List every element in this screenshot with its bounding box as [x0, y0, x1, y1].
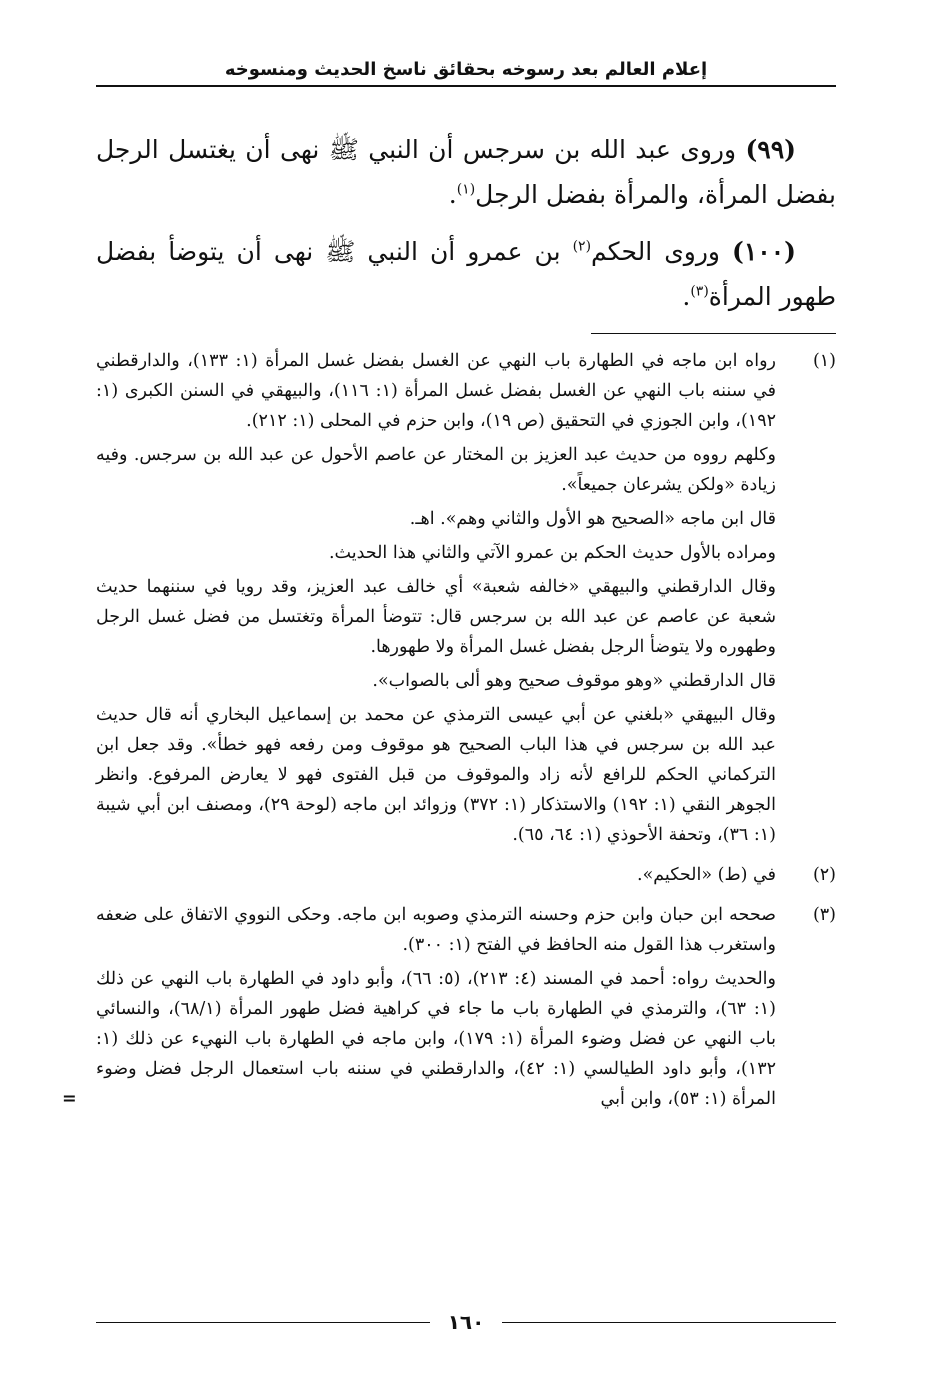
- footnote-2: [96, 860, 836, 894]
- footnote-ref[interactable]: (٢): [572, 238, 592, 255]
- footnote-number: (١): [812, 351, 836, 371]
- hadith-paragraph-100: [96, 229, 836, 319]
- hadith-number: (٩٩): [745, 135, 796, 164]
- footnote-paragraph: والحديث رواه: أحمد في المسند (٤: ٢١٣)، (٥: ٦٦)، وأبو داود في الطهارة باب النهي عن ذلك (١: ٦٣)، والترمذي في الطهارة باب ما جاء في كراهية فضل طهور المرأة (٦٨/١)، والنسائي باب النهي عن فضل وضوء المرأة (١: ١٧٩)، وابن ماجه في الطهارة باب النهيء عن ذلك (١: ١٣٢)، وأبو داود الطيالسي (١: ٤٢)، والدارقطني في سننه باب استعمال الرجل فضل وضوء المرأة (١: ٥٣)، وابن أبي: [96, 969, 776, 1109]
- continuation-mark: =: [62, 1089, 77, 1109]
- footnote-body: [62, 900, 776, 1118]
- page-footer: [96, 1307, 836, 1337]
- footnote-body: [96, 860, 776, 894]
- book-page: [62, 55, 836, 1365]
- footnote-paragraph: قال الدارقطني «وهو موقوف صحيح وهو ألى بالصواب».: [372, 671, 776, 691]
- footer-rule-right: [502, 1322, 836, 1323]
- footnote-3: [62, 900, 836, 1118]
- page-number: ١٦٠: [447, 1310, 485, 1334]
- footnote-paragraph: قال ابن ماجه «الصحيح هو الأول والثاني وهم». اهـ.: [409, 509, 776, 529]
- footnote-ref[interactable]: (١): [456, 181, 476, 198]
- hadith-paragraph-99: [96, 127, 836, 217]
- footnote-body: [96, 346, 776, 854]
- footnote-ref[interactable]: (٣): [690, 283, 709, 300]
- running-header: إعلام العالم بعد رسوخه بحقائق ناسخ الحديث ومنسوخه: [96, 55, 836, 87]
- footnote-separator: [591, 333, 836, 334]
- footnote-paragraph: في (ط) «الحكيم».: [637, 865, 776, 885]
- hadith-text-end: .: [448, 180, 457, 209]
- hadith-number: (١٠٠): [732, 237, 796, 266]
- hadith-text: وروى الحكم: [591, 237, 733, 266]
- hadith-text: بن عمرو أن النبي ﷺ نهى أن يتوضأ بفضل طهور المرأة: [96, 237, 836, 311]
- footnote-paragraph: وقال البيهقي «بلغني عن أبي عيسى الترمذي عن محمد بن إسماعيل البخاري أنه قال حديث عبد الله بن سرجس في هذا الباب الصحيح هو موقوف ومن رفعه فهو خطأ». وقد جعل ابن التركماني الحكم للرافع لأنه زاد والموقوف من قبل الفتوى فهو لا يعارض المرفوع. وانظر الجوهر النقي (١: ١٩٢) والاستذكار (١: ٣٧٢) وزوائد ابن ماجه (لوحة ٢٩)، ومصنف ابن أبي شيبة (١: ٣٦)، وتحفة الأحوذي (١: ٦٤، ٦٥).: [96, 705, 776, 845]
- footnote-paragraph: وكلهم رووه من حديث عبد العزيز بن المختار عن عاصم الأحول عن عبد الله بن سرجس. وفيه زيادة «ولكن يشرعان جميعاً».: [96, 445, 776, 495]
- hadith-text: وروى عبد الله بن سرجس أن النبي ﷺ نهى أن يغتسل الرجل بفضل المرأة، والمرأة بفضل الرجل: [96, 135, 836, 209]
- footnote-paragraph: صححه ابن حبان وابن حزم وحسنه الترمذي وصوبه ابن ماجه. وحكى النووي الاتفاق على ضعفه واستغرب هذا القول منه الحافظ في الفتح (١: ٣٠٠).: [96, 905, 776, 955]
- footnote-paragraph: ومراده بالأول حديث الحكم بن عمرو الآتي والثاني هذا الحديث.: [328, 543, 776, 563]
- main-text: [96, 127, 836, 319]
- footnote-paragraph: وقال الدارقطني والبيهقي «خالفه شعبة» أي خالف عبد العزيز، وقد رويا في سننهما حديث شعبة عن عاصم عن عبد الله بن سرجس قال: تتوضأ المرأة وتغتسل من فضل غسل الرجل وطهوره ولا يتوضأ الرجل بفضل غسل المرأة ولا طهورها.: [96, 577, 776, 657]
- footnotes: [62, 346, 836, 1118]
- footnote-paragraph: رواه ابن ماجه في الطهارة باب النهي عن الغسل بفضل غسل المرأة (١: ١٣٣)، والدارقطني في سننه باب النهي عن الغسل بفضل غسل المرأة (١: ١١٦)، والبيهقي في السنن الكبرى (١: ١٩٢)، وابن الجوزي في التحقيق (ص ١٩)، وابن حزم في المحلى (١: ٢١٢).: [96, 351, 776, 431]
- footnote-number: (٢): [812, 865, 836, 885]
- hadith-text-end: .: [682, 282, 691, 311]
- footnote-number: (٣): [812, 905, 836, 925]
- footnote-1: [96, 346, 836, 854]
- footer-rule-left: [96, 1322, 430, 1323]
